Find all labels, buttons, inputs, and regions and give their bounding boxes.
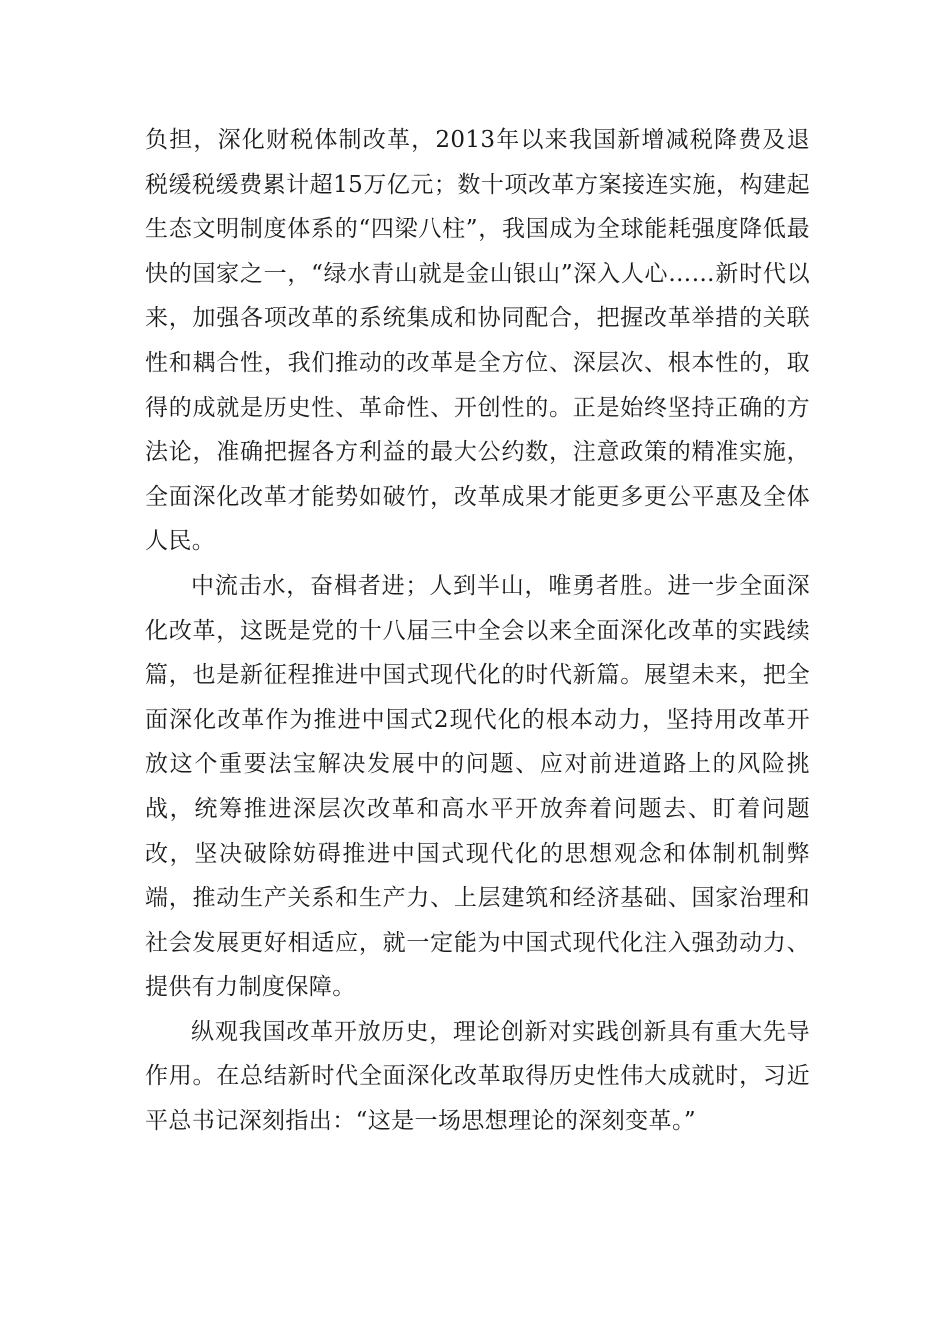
document-body [145,118,810,1144]
paragraph: 纵观我国改革开放历史，理论创新对实践创新具有重大先导作用。在总结新时代全面深化改革取得历史性伟大成就时，习近平总书记深刻指出：“这是一场思想理论的深刻变革。” [145,1018,810,1135]
paragraph: 中流击水，奋楫者进；人到半山，唯勇者胜。进一步全面深化改革，这既是党的十八届三中全会以来全面深化改革的实践续篇，也是新征程推进中国式现代化的时代新篇。展望未来，把全面深化改革作为推进中国式2现代化的根本动力，坚持用改革开放这个重要法宝解决发展中的问题、应对前进道路上的风险挑战，统筹推进深层次改革和高水平开放奔着问题去、盯着问题改，坚决破除妨碍推进中国式现代化的思想观念和体制机制弊端，推动生产关系和生产力、上层建筑和经济基础、国家治理和社会发展更好相适应，就一定能为中国式现代化注入强劲动力、提供有力制度保障。 [145,572,810,1001]
paragraph-continued: 负担，深化财税体制改革，2013年以来我国新增减税降费及退税缓税缓费累计超15万亿元；数十项改革方案接连实施，构建起生态文明制度体系的“四梁八柱”，我国成为全球能耗强度降低最快的国家之一，“绿水青山就是金山银山”深入人心……新时代以来，加强各项改革的系统集成和协同配合，把握改革举措的关联性和耦合性，我们推动的改革是全方位、深层次、根本性的，取得的成就是历史性、革命性、开创性的。正是始终坚持正确的方法论，准确把握各方利益的最大公约数，注意政策的精准实施，全面深化改革才能势如破竹，改革成果才能更多更公平惠及全体人民。 [145,127,810,555]
